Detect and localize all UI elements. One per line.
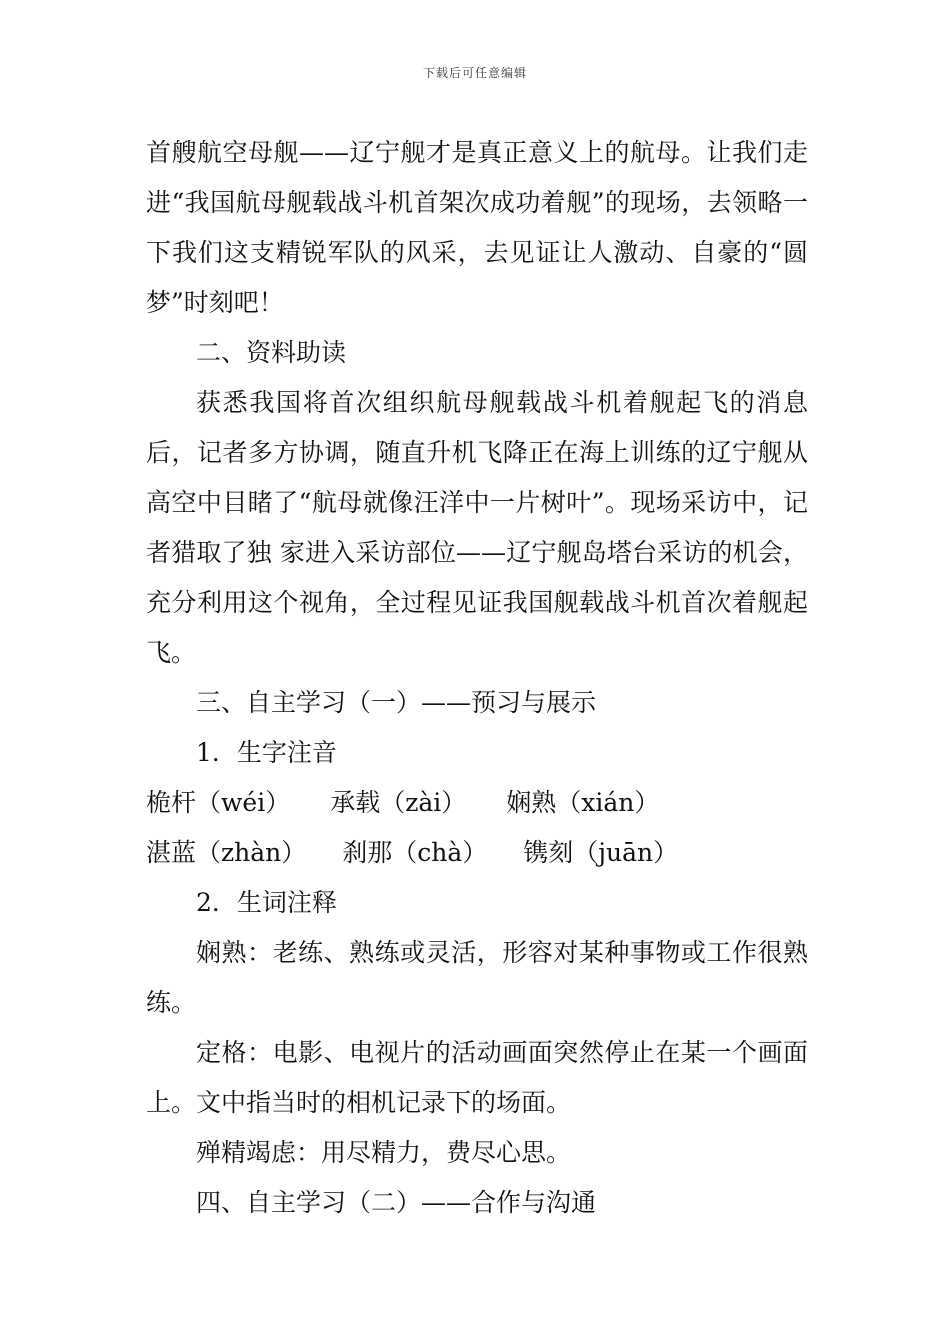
definition-item: 殚精竭虑：用尽精力，费尽心思。 xyxy=(196,1138,572,1167)
subheading-vocab: 2．生词注释 xyxy=(196,888,337,917)
pinyin-list xyxy=(146,778,808,878)
pinyin-item: 镌刻（juān） xyxy=(523,838,679,867)
intro-paragraph: 首艘航空母舰——辽宁舰才是真正意义上的航母。让我们走进“我国航母舰载战斗机首架次成功着舰”的现场，去领略一下我们这支精锐军队的风采，去见证让人激动、自豪的“圆梦”时刻吧！ xyxy=(146,138,808,317)
pinyin-item: 湛蓝（zhàn） xyxy=(146,838,307,867)
definition-item: 娴熟：老练、熟练或灵活，形容对某种事物或工作很熟练。 xyxy=(146,938,808,1017)
pinyin-item: 娴熟（xián） xyxy=(506,788,660,817)
document-body xyxy=(146,128,808,1228)
page-header: 下载后可任意编辑 xyxy=(422,66,527,80)
section-heading-2: 二、资料助读 xyxy=(196,338,347,367)
subheading-pinyin: 1．生字注音 xyxy=(196,738,337,767)
section-heading-3: 三、自主学习（一）——预习与展示 xyxy=(196,688,597,717)
section-heading-4: 四、自主学习（二）——合作与沟通 xyxy=(196,1188,597,1217)
pinyin-item: 桅杆（wéi） xyxy=(146,788,291,817)
reference-paragraph: 获悉我国将首次组织航母舰载战斗机着舰起飞的消息后，记者多方协调，随直升机飞降正在海上训练的辽宁舰从高空中目睹了“航母就像汪洋中一片树叶”。现场采访中，记者猎取了独 家进入采访部位——辽宁舰岛塔台采访的机会，充分利用这个视角，全过程见证我国舰载战斗机首次着舰起飞。 xyxy=(146,388,808,667)
pinyin-item: 刹那（chà） xyxy=(342,838,488,867)
pinyin-item: 承载（zài） xyxy=(330,788,467,817)
definition-item: 定格：电影、电视片的活动画面突然停止在某一个画面上。文中指当时的相机记录下的场面。 xyxy=(146,1038,808,1117)
